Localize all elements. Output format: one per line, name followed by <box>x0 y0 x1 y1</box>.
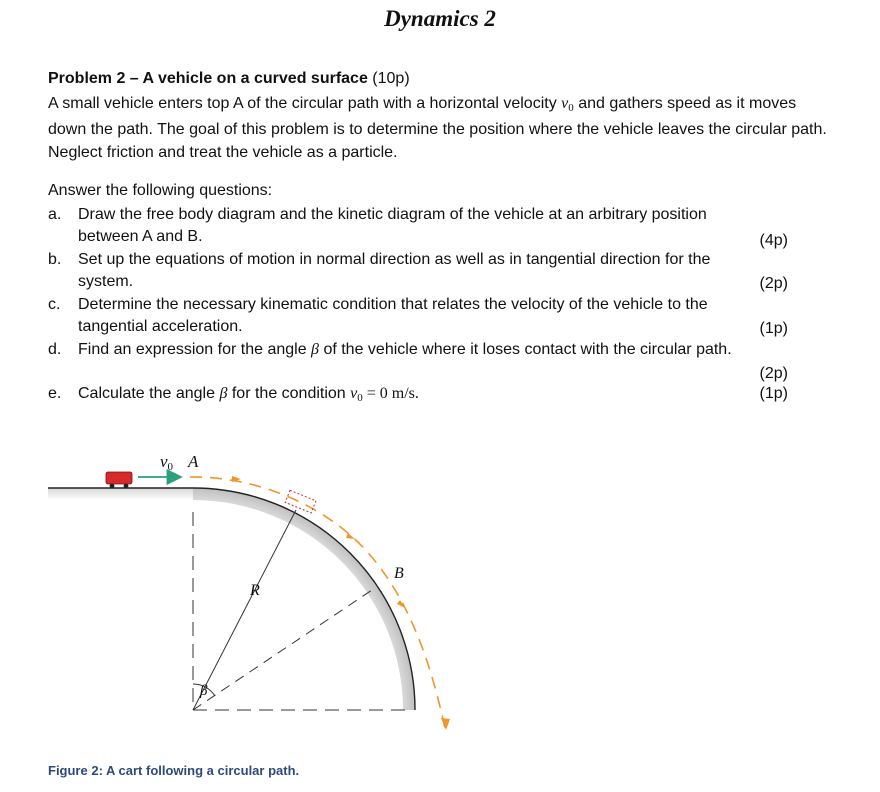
question-d-text-1: Find an expression for the angle <box>78 341 312 358</box>
question-a-line2: between A and B. <box>78 228 203 245</box>
question-letter: e. <box>48 385 62 402</box>
question-c-line2: tangential acceleration. <box>78 318 243 335</box>
problem-points: (10p) <box>372 70 410 87</box>
trajectory-arrow-2 <box>346 533 355 539</box>
question-letter: b. <box>48 251 62 268</box>
question-a-line1: Draw the free body diagram and the kinetic diagram of the vehicle at an arbitrary position <box>78 206 707 223</box>
question-c-points: (1p) <box>759 320 788 337</box>
question-d-var: β <box>311 341 319 358</box>
question-b-line2: system. <box>78 273 134 290</box>
intro-var-v: v <box>561 95 569 112</box>
question-letter: a. <box>48 206 62 223</box>
question-c-line1: Determine the necessary kinematic condition that relates the velocity of the vehicle to the <box>78 296 708 313</box>
label-r: R <box>250 582 260 599</box>
question-letter: d. <box>48 341 62 358</box>
trajectory-arrow-4 <box>441 718 450 730</box>
document-title: Dynamics 2 <box>384 6 496 31</box>
question-e-cond-eq: = 0 m/s. <box>362 385 419 402</box>
radius-r-line <box>193 510 296 710</box>
intro-text-1: A small vehicle enters top A of the circular path with a horizontal velocity <box>48 95 562 112</box>
question-e-var: β <box>219 385 228 402</box>
question-e-cond-sub: 0 <box>357 392 363 404</box>
label-beta: β <box>200 683 208 699</box>
intro-var-sub: 0 <box>568 102 574 114</box>
label-b: B <box>394 565 404 582</box>
question-e-points: (1p) <box>759 385 788 402</box>
problem-title: Problem 2 – A vehicle on a curved surface <box>48 70 368 87</box>
intro-text-2: and gathers speed as it moves down the path. The goal of this problem is to determine the position where the vehicle leaves the circular path. Neglect friction and treat the vehicle as a particle. <box>48 95 827 161</box>
surface-shading <box>48 488 415 710</box>
question-d-points: (2p) <box>759 365 788 382</box>
question-b-points: (2p) <box>759 275 788 292</box>
label-v0-sub: 0 <box>167 461 174 473</box>
question-e-cond-var: v <box>350 385 358 402</box>
figure-caption: Figure 2: A cart following a circular path. <box>48 763 300 778</box>
label-a: A <box>188 452 199 471</box>
questions-intro: Answer the following questions: <box>48 182 273 199</box>
question-a-points: (4p) <box>759 232 788 249</box>
question-d-text-2: of the vehicle where it loses contact with the circular path. <box>319 341 732 358</box>
question-letter: c. <box>48 296 61 313</box>
radius-to-b-dashed <box>193 590 372 710</box>
flat-surface-shading <box>48 488 193 500</box>
question-e-text-1: Calculate the angle <box>78 385 220 402</box>
question-b-line1: Set up the equations of motion in normal direction as well as in tangential direction for the <box>78 251 711 268</box>
question-e-text-2: for the condition <box>227 385 351 402</box>
cart-at-a <box>106 472 132 488</box>
label-v0: v0 <box>160 452 174 473</box>
